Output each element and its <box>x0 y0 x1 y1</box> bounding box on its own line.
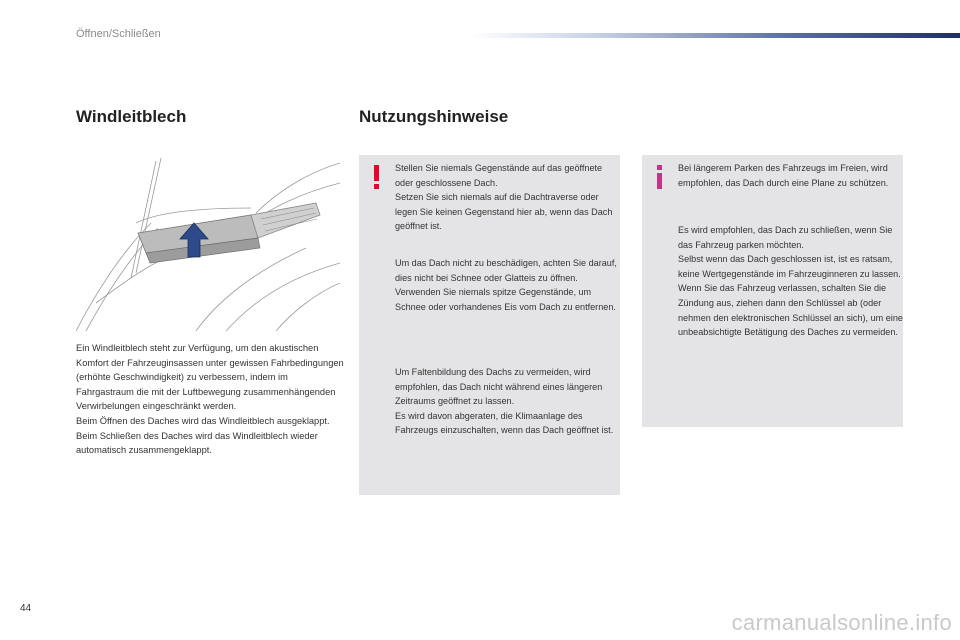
warning-paragraph-2 <box>395 256 620 314</box>
section-heading-windleitblech: Windleitblech <box>76 107 187 126</box>
info-box <box>642 155 903 427</box>
section-heading-nutzungshinweise: Nutzungshinweise <box>359 107 509 126</box>
windleitblech-description <box>76 341 346 458</box>
header-accent-bar <box>470 33 960 38</box>
info-paragraph-2-text: Es wird empfohlen, das Dach zu schließen, wenn Sie das Fahrzeug parken möchten. Selbst wenn das Dach geschlossen ist, ist es ratsam, keine Wertgegenstände im Fahrzeuginneren zu lassen. Wenn Sie das Fahrzeug verlassen, schalten Sie die Zündung aus, ziehen dann den Schlüssel ab (oder nehmen den elektronischen Schlüssel an sich), um eine unbeabsichtigte Betätigung des Daches zu vermeiden. <box>678 225 903 338</box>
warning-paragraph-2-text: Um das Dach nicht zu beschädigen, achten Sie darauf, dies nicht bei Schnee oder Glatteis zu öffnen. Verwenden Sie niemals spitze Gegenstände, um Schnee oder vorhandenes Eis vom Dach zu entfernen. <box>395 258 617 312</box>
warning-paragraph-1 <box>395 161 620 234</box>
description-text: Ein Windleitblech steht zur Verfügung, um den akustischen Komfort der Fahrzeuginsassen unter gewissen Fahrbedingungen (erhöhte Geschwindigkeit) zu verbessern, indem im Fahrgastraum die mit der Luftbewegung zusammenhängenden Verwirbelungen eingeschränkt werden. Beim Öffnen des Daches wird das Windleitblech ausgeklappt. Beim Schließen des Daches wird das Windleitblech wieder automatisch zusammengeklappt. <box>76 343 344 456</box>
warning-paragraph-3-text: Um Faltenbildung des Dachs zu vermeiden, wird empfohlen, das Dach nicht während eines längeren Zeitraums geöffnet zu lassen. Es wird davon abgeraten, die Klimaanlage des Fahrzeugs einzuschalten, wenn das Dach geöffnet ist. <box>395 367 614 436</box>
warning-box <box>359 155 620 495</box>
info-icon <box>650 163 670 191</box>
info-paragraph-2 <box>678 223 903 340</box>
page-number: 44 <box>20 603 32 614</box>
info-paragraph-1 <box>678 161 903 190</box>
warning-paragraph-3 <box>395 365 620 438</box>
info-paragraph-1-text: Bei längerem Parken des Fahrzeugs im Freien, wird empfohlen, das Dach durch eine Plane zu schützen. <box>678 163 889 188</box>
warning-exclamation-icon <box>367 163 387 191</box>
watermark: carmanualsonline.info <box>731 610 952 635</box>
warning-paragraph-1-text: Stellen Sie niemals Gegenstände auf das geöffnete oder geschlossene Dach. Setzen Sie sich niemals auf die Dachtraverse oder legen Sie keinen Gegenstand hier ab, wenn das Dach geöffnet ist. <box>395 163 613 232</box>
page-section-title: Öffnen/Schließen <box>76 28 161 40</box>
wind-deflector-illustration <box>76 153 340 331</box>
